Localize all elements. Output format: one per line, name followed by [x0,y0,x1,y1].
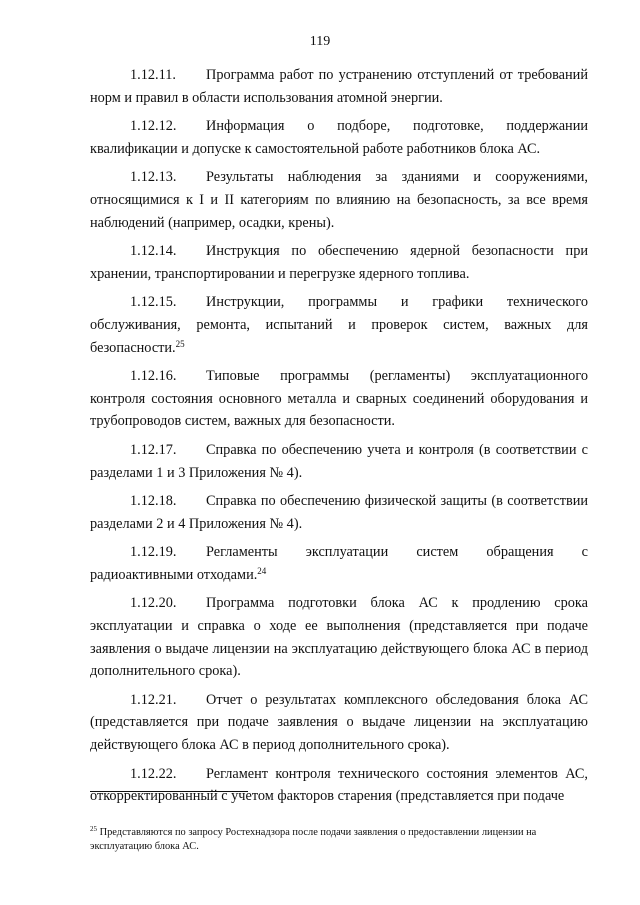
item-text: Программа подготовки блока АС к продлению срока эксплуатации и справка о ходе ее выполнения (представляется при подаче заявления о выдаче лицензии на эксплуатацию действующего блока АС в период дополнительного срока). [90,595,588,680]
list-item [90,689,588,757]
footnote-reference: 25 [175,338,185,349]
list-item [90,541,588,586]
list-item [90,763,588,808]
list-item [90,240,588,285]
list-item [90,115,588,160]
list-item [90,490,588,535]
list-item [90,439,588,484]
item-text: Типовые программы (регламенты) эксплуатационного контроля состояния основного металла и сварных соединений оборудования и трубопроводов систем, важных для безопасности. [90,368,588,430]
item-number: 1.12.11. [130,67,176,83]
item-text: Справка по обеспечению физической защиты (в соответствии разделами 2 и 4 Приложения № 4). [90,493,588,532]
item-number: 1.12.21. [130,691,177,708]
list-item [90,166,588,234]
item-number: 1.12.22. [130,765,177,782]
list-item [90,365,588,433]
item-number: 1.12.19. [130,544,177,561]
item-text: Информация о подборе, подготовке, поддержании квалификации и допуске к самостоятельной работе работников блока АС. [90,118,588,157]
footnote-separator [90,791,248,792]
list-item [90,291,588,359]
item-number: 1.12.17. [130,441,177,458]
item-text: Инструкции, программы и графики технического обслуживания, ремонта, испытаний и проверок систем, важных для безопасности. [90,294,588,356]
list-item [90,592,588,682]
item-number: 1.12.20. [130,595,177,612]
item-text: Инструкция по обеспечению ядерной безопасности при хранении, транспортировании и перегрузке ядерного топлива. [90,243,588,282]
item-number: 1.12.14. [130,243,177,260]
item-text: Программа работ по устранению отступлений от требований норм и правил в области использования атомной энергии. [90,67,588,106]
item-number: 1.12.12. [130,118,177,135]
item-text: Регламент контроля технического состояния элементов АС, откорректированный с учетом факторов старения (представляется при подаче [90,765,588,805]
footnote-reference: 24 [257,565,267,576]
page-number: 119 [309,34,331,49]
item-text: Регламенты эксплуатации систем обращения с радиоактивными отходами. [90,544,588,583]
item-text: Отчет о результатах комплексного обследования блока АС (представляется при подаче заявления о выдаче лицензии на эксплуатацию действующего блока АС в период дополнительного срока). [90,691,588,754]
footnote-text: Представляются по запросу Ростехнадзора после подачи заявления о предоставлении лицензии на эксплуатацию блока АС. [90,827,537,852]
item-number: 1.12.18. [130,493,177,510]
item-number: 1.12.13. [130,169,177,186]
footnote [90,826,588,854]
list-item [90,64,588,109]
item-text: Результаты наблюдения за зданиями и сооружениями, относящимися к I и II категориям по влиянию на безопасность, за все время наблюдений (например, осадки, крены). [90,169,588,231]
item-number: 1.12.16. [130,368,177,385]
item-number: 1.12.15. [130,294,177,311]
item-text: Справка по обеспечению учета и контроля (в соответствии с разделами 1 и 3 Приложения № 4). [90,441,588,481]
item-list [90,64,588,814]
footnote-mark: 25 [90,825,97,833]
